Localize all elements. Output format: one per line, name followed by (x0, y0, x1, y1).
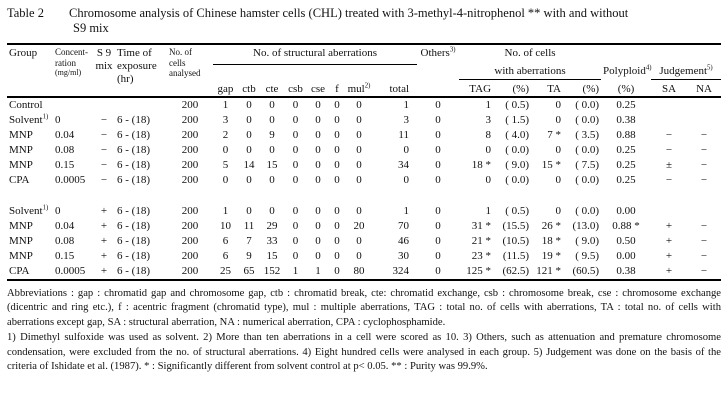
cell-cse: 0 (315, 98, 321, 111)
cell-poly: 0.50 (616, 234, 636, 247)
cell-tagp: ( 0.0) (505, 143, 530, 156)
table-row (7, 128, 721, 143)
cell-ta: 0 (555, 143, 562, 156)
cell-gap: 1 (222, 98, 229, 111)
cell-f: 0 (334, 249, 340, 262)
cell-tagp: ( 0.5) (505, 204, 530, 217)
cell-group: MNP (9, 143, 33, 156)
cell-mix: + (100, 204, 108, 217)
cell-tag: 3 (485, 113, 492, 126)
cell-mix: − (100, 113, 108, 126)
cell-conc: 0.15 (55, 249, 75, 262)
cell-time: 6 - (18) (117, 143, 150, 156)
cell-tap: ( 7.5) (575, 158, 600, 171)
cell-poly: 0.00 (616, 204, 636, 217)
cell-f: 0 (334, 143, 340, 156)
cell-cse: 0 (315, 158, 321, 171)
cell-tag: 0 (485, 143, 492, 156)
cell-cse: 0 (315, 173, 321, 186)
cell-mul: 80 (353, 264, 365, 277)
col-header-mul: mul$^{2)}$ (347, 81, 371, 95)
cell-total: 34 (398, 158, 410, 171)
cell-cells: 200 (181, 204, 199, 217)
table-body (7, 97, 721, 280)
cell-tap: (60.5) (572, 264, 600, 277)
footnotes (7, 287, 721, 376)
cell-f: 0 (334, 158, 340, 171)
cell-ta: 19 * (541, 249, 562, 262)
cell-group: CPA (9, 173, 30, 186)
cell-gap: 3 (222, 113, 229, 126)
col-header-concentration: Concent- ration (mg/ml) (55, 47, 88, 77)
col-header-cells-analysed: No. of cells analysed (169, 47, 201, 78)
structural-header-spacer (213, 65, 417, 80)
cell-ta: 7 * (547, 128, 562, 141)
cell-cells: 200 (181, 143, 199, 156)
table-row (7, 204, 721, 219)
col-header-cte: cte (265, 82, 279, 95)
cell-conc: 0.04 (55, 128, 75, 141)
cell-cells: 200 (181, 128, 199, 141)
cell-tap: ( 0.0) (575, 113, 600, 126)
cell-cells: 200 (181, 113, 199, 126)
cell-na: − (700, 128, 708, 141)
table-caption (7, 6, 721, 36)
table-row (7, 219, 721, 234)
cell-cells: 200 (181, 249, 199, 262)
cell-cse: 0 (315, 219, 321, 232)
cell-others: 0 (435, 219, 441, 232)
cell-poly: 0.88 * (612, 219, 640, 232)
col-header-cse: cse (310, 82, 326, 95)
cell-cells: 200 (181, 98, 199, 111)
cell-cells: 200 (181, 158, 199, 171)
cell-group: MNP (9, 249, 33, 262)
cell-ta: 26 * (541, 219, 562, 232)
table-row (7, 143, 721, 158)
cell-ta: 15 * (541, 158, 562, 171)
cell-ctb: 65 (243, 264, 255, 277)
cell-tag: 21 * (471, 234, 492, 247)
cell-na: − (700, 219, 708, 232)
cell-poly: 0.25 (616, 98, 636, 111)
table-row (7, 158, 721, 173)
cell-conc (53, 97, 93, 113)
cell-f: 0 (334, 264, 340, 277)
cell-tap: ( 9.0) (575, 234, 600, 247)
col-header-f: f (335, 82, 339, 95)
cell-mix: − (100, 143, 108, 156)
cell-sa: ± (666, 158, 673, 171)
cell-total: 11 (398, 128, 410, 141)
cell-na: − (700, 143, 708, 156)
col-header-polyploid: Polyploid$^{4)}$ (603, 64, 652, 78)
cell-mul: 0 (356, 98, 362, 111)
cell-tag: 0 (485, 173, 492, 186)
cell-cte: 29 (266, 219, 278, 232)
cell-tag: 31 * (471, 219, 492, 232)
cell-ctb: 0 (246, 98, 252, 111)
table-header (7, 44, 721, 97)
footnote-abbreviations: Abbreviations : gap : chromatid gap and chromosome gap, ctb : chromatid break, cte: chromatid exchange, csb : chromosome break, cse : chromosome exchange (dicentric and ring etc.), f : acentric fragment (chromatid type), mul : multiple aberrations, TAG : total no. of cells with aberrations, TA : total no. of cells with aberrations except gap, SA : structural aberration, NA : numerical aberration, CPA : cyclophosphamide. (7, 287, 721, 329)
table-title-line2: S9 mix (73, 21, 109, 35)
col-header-ctb: ctb (242, 82, 256, 95)
cell-ctb: 7 (246, 234, 252, 247)
cell-csb: 0 (292, 98, 299, 111)
table-row (7, 264, 721, 280)
col-header-csb: csb (288, 82, 303, 95)
cell-gap: 5 (222, 158, 229, 171)
cell-cells: 200 (181, 234, 199, 247)
cell-time: 6 - (18) (117, 249, 150, 262)
cell-cells: 200 (181, 173, 199, 186)
cell-ctb: 0 (246, 128, 252, 141)
cell-total: 1 (403, 204, 410, 217)
cell-total: 1 (403, 98, 410, 111)
cell-csb: 0 (292, 158, 299, 171)
cell-conc: 0.0005 (55, 264, 86, 277)
cell-others: 0 (435, 264, 441, 277)
cell-f: 0 (334, 173, 340, 186)
cell-mul: 0 (356, 128, 362, 141)
col-header-s9-mix: S 9 mix (95, 47, 113, 72)
cell-f: 0 (334, 128, 340, 141)
cell-csb: 0 (292, 113, 299, 126)
cell-poly: 0.25 (616, 143, 636, 156)
cell-others: 0 (435, 234, 441, 247)
table-row (7, 97, 721, 113)
table-row (7, 173, 721, 188)
cell-others: 0 (435, 204, 441, 217)
cell-cte: 15 (266, 158, 278, 171)
cell-mul: 20 (353, 219, 365, 232)
cell-tag: 8 (485, 128, 492, 141)
cell-ctb: 0 (246, 143, 252, 156)
cell-mix: + (100, 219, 108, 232)
cell-tap: ( 0.0) (575, 143, 600, 156)
cell-gap: 0 (222, 143, 229, 156)
cell-others: 0 (435, 143, 441, 156)
cell-sa (651, 97, 687, 113)
cell-group: Solvent$^{1)}$ (9, 203, 49, 217)
cell-f: 0 (334, 98, 340, 111)
cell-time: 6 - (18) (117, 219, 150, 232)
cell-cells: 200 (181, 219, 199, 232)
cell-csb: 0 (292, 204, 299, 217)
cell-csb: 0 (292, 249, 299, 262)
cell-mix: + (100, 264, 108, 277)
cell-tap: ( 9.5) (575, 249, 600, 262)
cell-tagp: ( 0.5) (505, 98, 530, 111)
cell-gap: 2 (222, 128, 229, 141)
cell-mul: 0 (356, 173, 362, 186)
cell-others: 0 (435, 173, 441, 186)
cell-cte: 9 (269, 128, 275, 141)
cell-csb: 0 (292, 219, 299, 232)
cell-poly: 0.25 (616, 173, 636, 186)
cell-tap: ( 3.5) (575, 128, 600, 141)
cell-poly: 0.00 (616, 249, 636, 262)
cell-group: MNP (9, 158, 33, 171)
cell-gap: 10 (220, 219, 231, 232)
cell-ta: 18 * (541, 234, 562, 247)
cell-na: − (700, 264, 708, 277)
cell-ta: 0 (555, 113, 562, 126)
cell-group: MNP (9, 128, 33, 141)
col-header-gap: gap (217, 82, 234, 95)
cell-tagp: (15.5) (502, 219, 530, 232)
cell-tagp: ( 4.0) (505, 128, 530, 141)
cell-mix: − (100, 173, 108, 186)
cell-f: 0 (334, 204, 340, 217)
cell-tap: ( 0.0) (575, 98, 600, 111)
cell-tagp: ( 9.0) (505, 158, 530, 171)
cell-mul: 0 (356, 143, 362, 156)
cell-cte: 0 (269, 143, 275, 156)
cell-cte: 152 (263, 264, 281, 277)
cell-others: 0 (435, 128, 441, 141)
cell-cte: 0 (269, 173, 275, 186)
col-header-polyploid-percent: (%) (617, 82, 635, 95)
cell-gap: 1 (222, 204, 229, 217)
cell-ctb: 0 (246, 113, 252, 126)
cell-mix: − (100, 158, 108, 171)
cell-gap: 6 (222, 249, 229, 262)
cell-csb: 1 (292, 264, 299, 277)
cell-na: − (700, 249, 708, 262)
cell-total: 46 (398, 234, 410, 247)
cell-tag: 1 (485, 204, 492, 217)
footnote-numbered-notes: 1) Dimethyl sulfoxide was used as solvent. 2) More than ten aberrations in a cell were scored as 10. 3) Others, such as attenuation and premature chromosome condensation, were excluded from the no. of structural aberrations. 4) Eight hundred cells were analysed in each group. 5) Judgement was done on the basis of the criteria of Ishidate et al. (1987). * : Significantly different from solvent control at p< 0.05. ** : Purity was 99.9%. (7, 331, 721, 373)
cell-poly: 0.38 (616, 264, 636, 277)
cell-tagp: (62.5) (502, 264, 530, 277)
cell-mix (93, 97, 115, 113)
cell-sa (651, 204, 687, 219)
cell-mul: 0 (356, 113, 362, 126)
cell-others: 0 (435, 158, 441, 171)
cell-na: − (700, 158, 708, 171)
cell-total: 0 (403, 173, 410, 186)
cell-time: 6 - (18) (117, 234, 150, 247)
cell-cse: 0 (315, 128, 321, 141)
cell-ctb: 0 (246, 173, 252, 186)
cell-ta: 0 (555, 204, 562, 217)
cell-cells: 200 (181, 264, 199, 277)
cell-tap: ( 0.0) (575, 204, 600, 217)
cell-tagp: ( 1.5) (505, 113, 530, 126)
cell-tap: ( 0.0) (575, 173, 600, 186)
cell-na: − (700, 173, 708, 186)
cell-cse: 0 (315, 249, 321, 262)
cell-f: 0 (334, 219, 340, 232)
cell-total: 3 (403, 113, 410, 126)
cell-tag: 125 * (466, 264, 492, 277)
col-header-structural-aberrations: No. of structural aberrations (213, 44, 417, 65)
cell-cse: 0 (315, 143, 321, 156)
cell-conc: 0.0005 (55, 173, 86, 186)
col-header-ta: TA (547, 82, 562, 95)
cell-others: 0 (435, 98, 441, 111)
col-header-tag-percent: (%) (512, 82, 530, 95)
cell-csb: 0 (292, 143, 299, 156)
cell-conc: 0.08 (55, 234, 75, 247)
cell-f: 0 (334, 113, 340, 126)
cell-ctb: 14 (243, 158, 255, 171)
judgement-header-spacer (651, 44, 721, 65)
col-header-sa: SA (662, 82, 677, 95)
cell-time: 6 - (18) (117, 128, 150, 141)
col-header-na: NA (696, 82, 712, 95)
cell-sa: + (665, 234, 673, 247)
cell-ctb: 9 (246, 249, 252, 262)
cell-group: CPA (9, 264, 30, 277)
cell-na (687, 97, 721, 113)
cell-tap: (13.0) (572, 219, 600, 232)
cell-poly: 0.38 (616, 113, 636, 126)
cell-conc: 0.04 (55, 219, 75, 232)
cell-poly: 0.88 (616, 128, 636, 141)
spacer-cell (7, 188, 721, 204)
cell-sa: + (665, 219, 673, 232)
cell-csb: 0 (292, 234, 299, 247)
cell-mix: + (100, 234, 108, 247)
cell-cte: 0 (269, 204, 275, 217)
cell-mix: + (100, 249, 108, 262)
cell-group: Solvent$^{1)}$ (9, 112, 49, 126)
cell-cte: 0 (269, 98, 275, 111)
cell-group: MNP (9, 219, 33, 232)
chromosome-analysis-table (7, 43, 721, 281)
col-header-cells-with-aberrations-line1: No. of cells (504, 47, 556, 59)
cell-cte: 0 (269, 113, 275, 126)
cell-ta: 121 * (536, 264, 562, 277)
cell-mul: 0 (356, 158, 362, 171)
cell-ta: 0 (555, 173, 562, 186)
cell-cte: 33 (266, 234, 278, 247)
table-number: Table 2 (7, 6, 44, 20)
cell-sa: − (665, 143, 673, 156)
cell-tag: 18 * (471, 158, 492, 171)
cell-tag: 1 (485, 98, 492, 111)
cell-total: 0 (403, 143, 410, 156)
table-title-line1: Chromosome analysis of Chinese hamster cells (CHL) treated with 3-methyl-4-nitrophenol ** with and without (69, 6, 629, 20)
cell-time (115, 97, 167, 113)
polyploid-header-spacer (601, 44, 651, 65)
cell-tag: 23 * (471, 249, 492, 262)
col-header-tag: TAG (469, 82, 492, 95)
cell-sa: − (665, 173, 673, 186)
col-header-judgement: Judgement$^{5)}$ (651, 65, 721, 80)
cell-sa: + (665, 249, 673, 262)
cell-time: 6 - (18) (117, 204, 150, 217)
cell-csb: 0 (292, 128, 299, 141)
col-header-ta-percent: (%) (582, 82, 600, 95)
col-header-group: Group (9, 47, 38, 59)
cell-cse: 1 (315, 264, 321, 277)
cell-csb: 0 (292, 173, 299, 186)
cell-cse: 0 (315, 113, 321, 126)
cell-mul: 0 (356, 204, 362, 217)
cell-gap: 6 (222, 234, 229, 247)
cell-time: 6 - (18) (117, 158, 150, 171)
cell-mix: − (100, 128, 108, 141)
cell-others: 0 (435, 113, 441, 126)
cell-cte: 15 (266, 249, 278, 262)
cell-cse: 0 (315, 204, 321, 217)
col-header-others: Others$^{3)}$ (420, 46, 456, 59)
cell-total: 30 (398, 249, 410, 262)
cell-mul: 0 (356, 249, 362, 262)
cell-mul: 0 (356, 234, 362, 247)
cell-tagp: (11.5) (502, 249, 530, 262)
cell-total: 70 (398, 219, 410, 232)
cell-na (687, 204, 721, 219)
col-header-total: total (389, 82, 410, 95)
cell-na: − (700, 234, 708, 247)
cell-time: 6 - (18) (117, 113, 150, 126)
cell-ta: 0 (555, 98, 562, 111)
table-row (7, 234, 721, 249)
cell-group: MNP (9, 234, 33, 247)
cell-conc: 0 (55, 204, 61, 217)
col-header-time-of-exposure: Time of exposure (hr) (117, 47, 157, 85)
cell-poly: 0.25 (616, 158, 636, 171)
cell-conc: 0.15 (55, 158, 75, 171)
cell-time: 6 - (18) (117, 264, 150, 277)
cell-ctb: 0 (246, 204, 252, 217)
cell-total: 324 (392, 264, 410, 277)
spacer-row (7, 188, 721, 204)
cell-others: 0 (435, 249, 441, 262)
cell-gap: 25 (220, 264, 231, 277)
cell-ctb: 11 (243, 219, 255, 232)
cell-gap: 0 (222, 173, 229, 186)
cell-tagp: (10.5) (502, 234, 530, 247)
cell-conc: 0.08 (55, 143, 75, 156)
cell-na (687, 113, 721, 128)
cell-sa: + (665, 264, 673, 277)
cell-tagp: ( 0.0) (505, 173, 530, 186)
cell-conc: 0 (55, 113, 61, 126)
cell-sa: − (665, 128, 673, 141)
cell-cse: 0 (315, 234, 321, 247)
col-header-cells-with-aberrations-line2: with aberrations (459, 65, 601, 80)
cell-sa (651, 113, 687, 128)
header-row-1 (7, 44, 721, 65)
table-row (7, 249, 721, 264)
cell-time: 6 - (18) (117, 173, 150, 186)
cell-group: Control (9, 98, 43, 111)
cell-f: 0 (334, 234, 340, 247)
table-row (7, 113, 721, 128)
